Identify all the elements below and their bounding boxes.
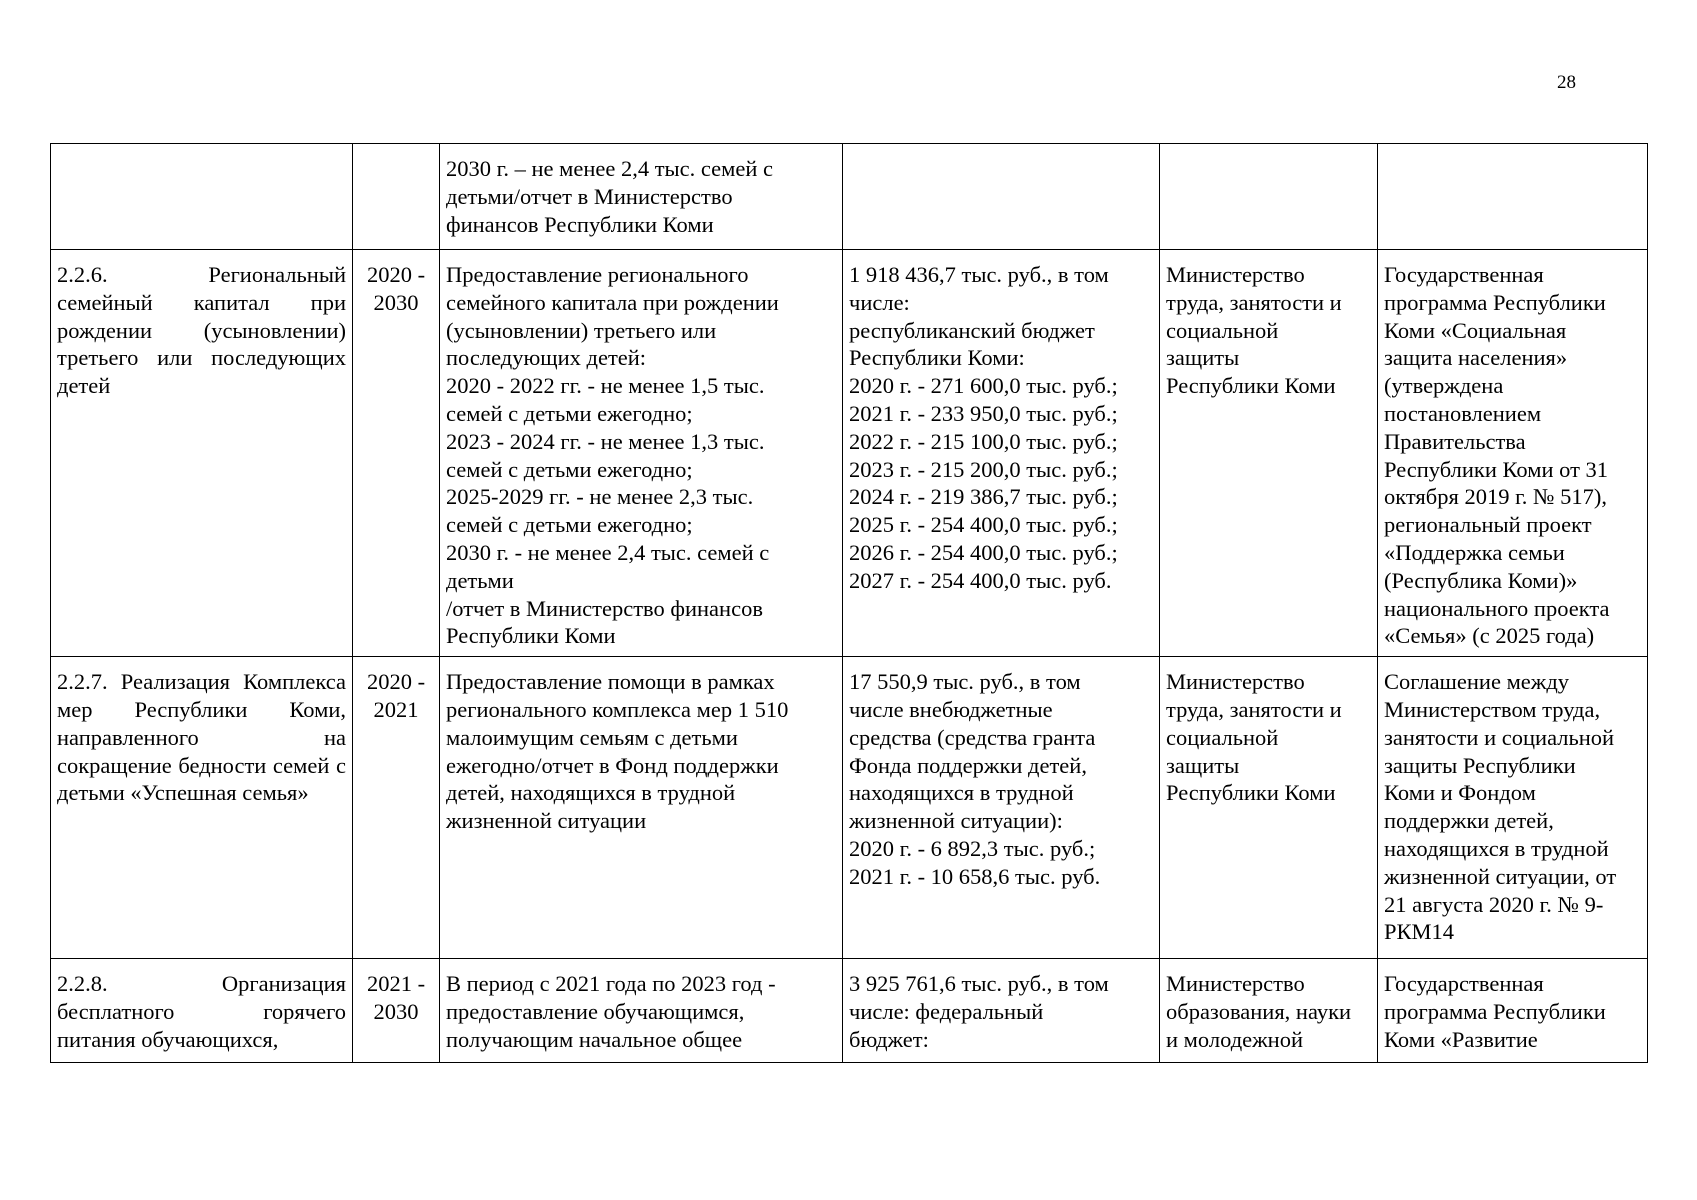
financing-cell: 3 925 761,6 тыс. руб., в том числе: федеральный бюджет:	[843, 959, 1160, 1063]
financing-cell	[843, 144, 1160, 250]
result-cell: 2030 г. – не менее 2,4 тыс. семей с детьми/отчет в Министерство финансов Республики Коми	[440, 144, 843, 250]
result-cell: Предоставление помощи в рамках регионального комплекса мер 1 510 малоимущим семьям с детьми ежегодно/отчет в Фонд поддержки детей, находящихся в трудной жизненной ситуации	[440, 657, 843, 959]
table-row	[51, 250, 1648, 657]
executor-cell: Министерство труда, занятости и социальной защиты Республики Коми	[1160, 250, 1378, 657]
measure-name-cell: 2.2.6. Региональный семейный капитал при рождении (усыновлении) третьего или последующих детей	[51, 250, 353, 657]
financing-cell: 1 918 436,7 тыс. руб., в том числе: республиканский бюджет Республики Коми: 2020 г. - 271 600,0 тыс. руб.; 2021 г. - 233 950,0 тыс. руб.; 2022 г. - 215 100,0 тыс. руб.; 2023 г. - 215 200,0 тыс. руб.; 2024 г. - 219 386,7 тыс. руб.; 2025 г. - 254 400,0 тыс. руб.; 2026 г. - 254 400,0 тыс. руб.; 2027 г. - 254 400,0 тыс. руб.	[843, 250, 1160, 657]
measure-name-cell: 2.2.8. Организация бесплатного горячего питания обучающихся,	[51, 959, 353, 1063]
document-cell: Государственная программа Республики Коми «Социальная защита населения» (утверждена постановлением Правительства Республики Коми от 31 октября 2019 г. № 517), региональный проект «Поддержка семьи (Республика Коми)» национального проекта «Семья» (с 2025 года)	[1378, 250, 1648, 657]
document-cell	[1378, 144, 1648, 250]
executor-cell: Министерство образования, науки и молодежной	[1160, 959, 1378, 1063]
measure-name-cell	[51, 144, 353, 250]
table-row	[51, 959, 1648, 1063]
result-cell: Предоставление регионального семейного капитала при рождении (усыновлении) третьего или последующих детей: 2020 - 2022 гг. - не менее 1,5 тыс. семей с детьми ежегодно; 2023 - 2024 гг. - не менее 1,3 тыс. семей с детьми ежегодно; 2025-2029 гг. - не менее 2,3 тыс. семей с детьми ежегодно; 2030 г. - не менее 2,4 тыс. семей с детьми /отчет в Министерство финансов Республики Коми	[440, 250, 843, 657]
executor-cell: Министерство труда, занятости и социальной защиты Республики Коми	[1160, 657, 1378, 959]
measure-name-cell: 2.2.7. Реализация Комплекса мер Республики Коми, направленного на сокращение бедности семей с детьми «Успешная семья»	[51, 657, 353, 959]
term-cell: 2020 - 2021	[353, 657, 440, 959]
term-cell: 2020 - 2030	[353, 250, 440, 657]
document-cell: Государственная программа Республики Коми «Развитие	[1378, 959, 1648, 1063]
document-cell: Соглашение между Министерством труда, занятости и социальной защиты Республики Коми и Фондом поддержки детей, находящихся в трудной жизненной ситуации, от 21 августа 2020 г. № 9- РКМ14	[1378, 657, 1648, 959]
term-cell	[353, 144, 440, 250]
executor-cell	[1160, 144, 1378, 250]
term-cell: 2021 - 2030	[353, 959, 440, 1063]
page-number: 28	[1557, 72, 1576, 93]
result-cell: В период с 2021 года по 2023 год - предоставление обучающимся, получающим начальное общее	[440, 959, 843, 1063]
financing-cell: 17 550,9 тыс. руб., в том числе внебюджетные средства (средства гранта Фонда поддержки детей, находящихся в трудной жизненной ситуации): 2020 г. - 6 892,3 тыс. руб.; 2021 г. - 10 658,6 тыс. руб.	[843, 657, 1160, 959]
table-row	[51, 144, 1648, 250]
measures-table	[50, 143, 1648, 1063]
table-row	[51, 657, 1648, 959]
